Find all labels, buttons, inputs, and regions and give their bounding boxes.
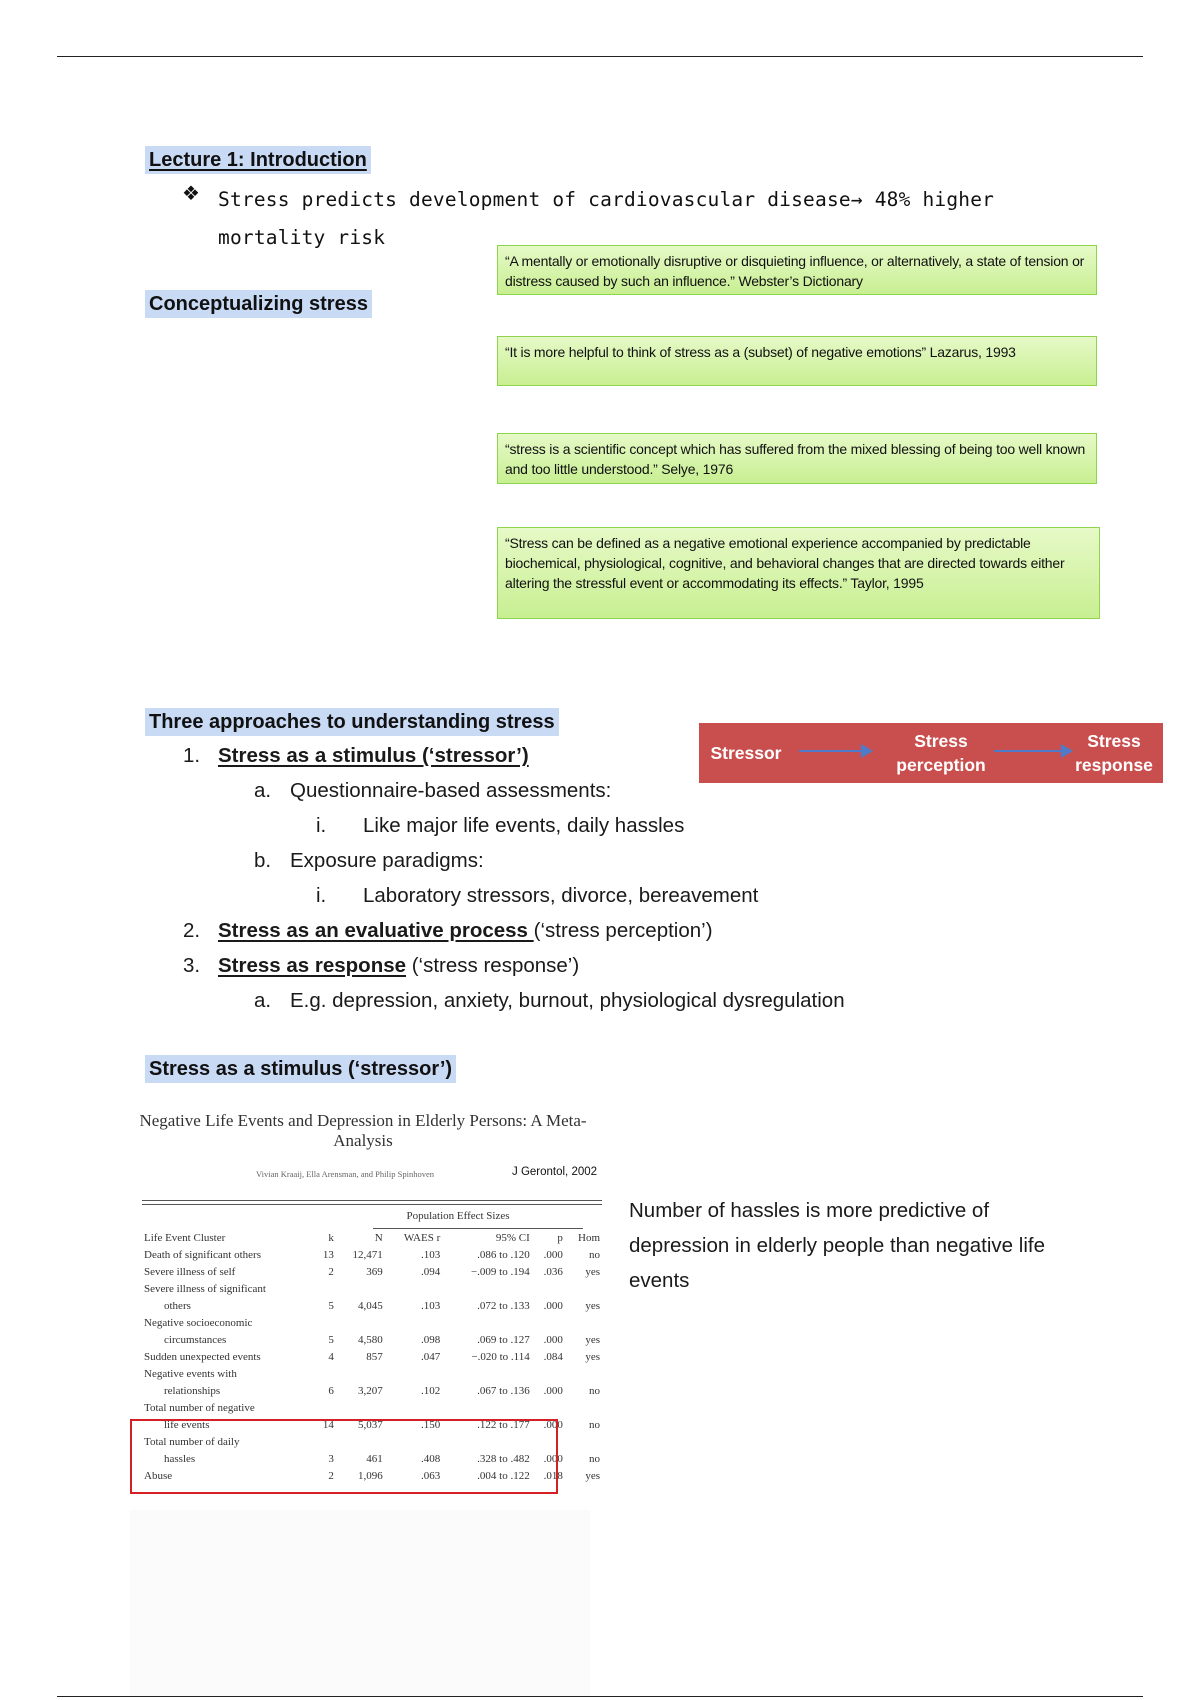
approaches-heading: Three approaches to understanding stress [145,708,559,736]
col-ci: 95% CI [495,1232,530,1244]
hom-cell: no [589,1419,600,1431]
hom-cell: yes [585,1300,600,1312]
list-text: Exposure paradigms: [290,849,484,872]
table-row [142,1366,602,1383]
table-row [142,1315,602,1332]
r-cell: .150 [421,1419,441,1431]
k-cell: 5 [328,1300,334,1312]
table-group-header: Population Effect Sizes [406,1210,510,1222]
table-row [142,1383,602,1400]
table-row [142,1332,602,1349]
table-row [142,1400,602,1417]
ci-cell: .067 to .136 [477,1385,530,1397]
quote-lazarus: “It is more helpful to think of stress as a (subset) of negative emotions” Lazarus, 1993 [497,336,1097,386]
table-row [142,1264,602,1281]
ci-cell: .328 to .482 [477,1453,530,1465]
n-cell: 5,037 [357,1419,383,1431]
k-cell: 2 [328,1470,334,1482]
cluster-cell: circumstances [164,1334,227,1346]
cluster-cell: Total number of negative [144,1402,255,1414]
cluster-cell: relationships [164,1385,221,1397]
list-letter: a. [254,779,272,802]
approach-title: Stress as response [218,954,407,977]
cluster-cell: hassles [164,1453,196,1465]
p-cell: .036 [543,1266,563,1278]
cluster-cell: Sudden unexpected events [144,1351,261,1363]
n-cell: 12,471 [352,1249,383,1261]
flow-stress-perception: Stress perception [896,731,986,775]
ci-cell: .122 to .177 [477,1419,530,1431]
p-cell: .084 [543,1351,563,1363]
approach-suffix: (‘stress perception’) [533,919,713,942]
col-k: k [328,1232,334,1244]
table-rule [142,1204,602,1205]
n-cell: 857 [366,1351,383,1363]
approach-suffix: (‘stress response’) [406,954,580,977]
flow-arrow-icon [799,750,869,752]
approach-title: Stress as an evaluative process [218,919,534,942]
r-cell: .047 [421,1351,441,1363]
hom-cell: no [589,1453,600,1465]
ci-cell: .069 to .127 [477,1334,530,1346]
stress-flow-diagram [699,723,1163,783]
p-cell: .000 [543,1249,563,1261]
flow-stressor: Stressor [710,743,782,763]
p-cell: .000 [543,1419,563,1431]
table-row [142,1247,602,1264]
hom-cell: no [589,1249,600,1261]
r-cell: .408 [421,1453,441,1465]
cluster-cell: Negative events with [144,1368,237,1380]
ci-cell: −.020 to .114 [471,1351,530,1363]
ci-cell: .086 to .120 [477,1249,530,1261]
p-cell: .000 [543,1334,563,1346]
r-cell: .103 [421,1300,441,1312]
p-cell: .018 [543,1470,563,1482]
diamond-bullet-icon: ❖ [182,183,200,205]
cluster-cell: Abuse [144,1470,173,1482]
hassles-note: Number of hassles is more predictive of depression in elderly people than negative life events [629,1199,1045,1292]
approach-title: Stress as a stimulus (‘stressor’) [218,744,529,767]
col-waes: WAES r [403,1232,441,1244]
paper-reference: J Gerontol, 2002 [512,1166,598,1178]
r-cell: .063 [421,1470,441,1482]
p-cell: .000 [543,1385,563,1397]
cluster-cell: Severe illness of self [144,1266,236,1278]
list-number: 2. [183,919,201,942]
r-cell: .098 [421,1334,441,1346]
r-cell: .103 [421,1249,441,1261]
top-rule [57,56,1143,57]
p-cell: .000 [543,1453,563,1465]
n-cell: 3,207 [357,1385,383,1397]
ci-cell: .004 to .122 [477,1470,530,1482]
hom-cell: yes [585,1334,600,1346]
list-text: E.g. depression, anxiety, burnout, physiological dysregulation [290,989,845,1012]
table-rule [373,1228,583,1229]
n-cell: 1,096 [357,1470,383,1482]
k-cell: 13 [322,1249,334,1261]
bottom-rule [57,1696,1143,1697]
lecture-title: Lecture 1: Introduction [145,146,371,174]
quote-websters: “A mentally or emotionally disruptive or disquieting influence, or alternatively, a state of tension or distress caused by such an influence.” Webster’s Dictionary [497,245,1097,295]
n-cell: 4,045 [357,1300,383,1312]
flow-arrow-icon [994,750,1069,752]
list-number: 1. [183,744,201,767]
k-cell: 14 [322,1419,334,1431]
hom-cell: yes [585,1351,600,1363]
stimulus-heading: Stress as a stimulus (‘stressor’) [145,1055,456,1083]
k-cell: 2 [328,1266,334,1278]
col-cluster: Life Event Cluster [144,1232,226,1244]
hom-cell: yes [585,1470,600,1482]
k-cell: 5 [328,1334,334,1346]
highlight-box [130,1419,558,1494]
list-number: 3. [183,954,201,977]
flow-stress-response: Stress response [1075,731,1153,775]
k-cell: 4 [328,1351,334,1363]
list-text: Laboratory stressors, divorce, bereavement [363,884,759,907]
table-row [142,1298,602,1315]
p-cell: .000 [543,1300,563,1312]
cluster-cell: Total number of daily [144,1436,240,1448]
table-rule [142,1200,602,1201]
quote-selye: “stress is a scientific concept which has suffered from the mixed blessing of being too well known and too little understood.” Selye, 1976 [497,433,1097,484]
n-cell: 4,580 [357,1334,383,1346]
list-text: Like major life events, daily hassles [363,814,685,837]
cluster-cell: life events [164,1419,210,1431]
paper-title: Negative Life Events and Depression in Elderly Persons: A Meta-Analysis [139,1111,587,1150]
ci-cell: .072 to .133 [477,1300,530,1312]
paper-authors: Vivian Kraaij, Ella Arensman, and Philip Spinhoven [256,1169,434,1179]
k-cell: 3 [328,1453,334,1465]
table-header-row [142,1230,602,1247]
hom-cell: no [589,1385,600,1397]
list-letter: a. [254,989,272,1012]
cluster-cell: others [164,1300,191,1312]
list-letter: b. [254,849,272,872]
list-roman: i. [316,814,327,837]
table-row [142,1281,602,1298]
n-cell: 369 [366,1266,383,1278]
cluster-cell: Negative socioeconomic [144,1317,253,1329]
ci-cell: −.009 to .194 [470,1266,530,1278]
bullet-text: Stress predicts development of cardiovascular disease→ 48% higher mortality risk [218,188,995,249]
col-p: p [557,1232,563,1244]
cluster-cell: Death of significant others [144,1249,261,1261]
paper-excerpt [118,1100,618,1690]
r-cell: .102 [421,1385,441,1397]
cluster-cell: Severe illness of significant [144,1283,266,1295]
hom-cell: yes [585,1266,600,1278]
col-hom: Hom [578,1232,600,1244]
conceptualizing-heading: Conceptualizing stress [145,290,372,318]
quote-taylor: “Stress can be defined as a negative emotional experience accompanied by predictable biochemical, physiological, cognitive, and behavioral changes that are directed towards either altering the stressful event or accommodating its effects.” Taylor, 1995 [497,527,1100,619]
n-cell: 461 [366,1453,383,1465]
list-roman: i. [316,884,327,907]
table-row [142,1349,602,1366]
list-text: Questionnaire-based assessments: [290,779,612,802]
r-cell: .094 [421,1266,441,1278]
col-n: N [374,1232,383,1244]
k-cell: 6 [328,1385,334,1397]
